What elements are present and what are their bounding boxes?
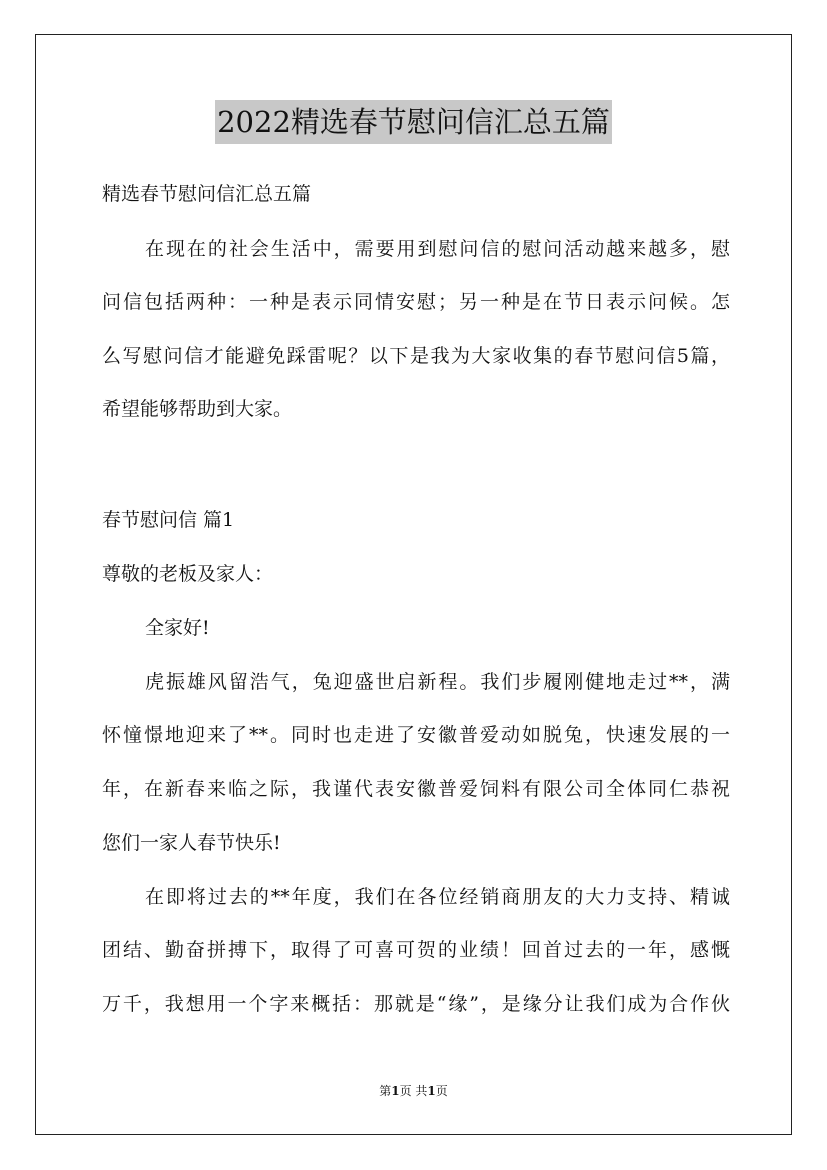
intro-line-3: 么写慰问信才能避免踩雷呢？以下是我为大家收集的春节慰问信5篇， (102, 345, 730, 367)
paragraph1-line-4: 您们一家人春节快乐! (102, 832, 281, 854)
footer-prefix: 第 (379, 1084, 392, 1098)
document-title-text: 2022精选春节慰问信汇总五篇 (215, 100, 612, 144)
section-heading: 春节慰问信 篇1 (102, 509, 235, 531)
paragraph1-line-2: 怀憧憬地迎来了**。同时也走进了安徽普爱动如脱兔，快速发展的一 (102, 724, 730, 746)
greeting: 全家好! (145, 617, 210, 639)
intro-line-2: 问信包括两种：一种是表示同情安慰；另一种是在节日表示问候。怎 (102, 291, 730, 313)
footer-suffix: 页 (435, 1084, 448, 1098)
paragraph2-line-1: 在即将过去的**年度，我们在各位经销商朋友的大力支持、精诚 (145, 886, 730, 908)
document-title (0, 100, 827, 144)
paragraph2-line-3: 万千，我想用一个字来概括：那就是“缘”，是缘分让我们成为合作伙 (102, 993, 730, 1015)
intro-line-4: 希望能够帮助到大家。 (102, 398, 293, 420)
paragraph1-line-1: 虎振雄风留浩气，兔迎盛世启新程。我们步履刚健地走过**，满 (145, 671, 730, 693)
footer-total-pages: 1 (427, 1084, 436, 1098)
footer-page-number: 1 (391, 1084, 400, 1098)
page-footer (0, 1083, 827, 1099)
footer-mid: 页 共 (399, 1084, 428, 1098)
paragraph1-line-3: 年，在新春来临之际，我谨代表安徽普爱饲料有限公司全体同仁恭祝 (102, 778, 730, 800)
salutation: 尊敬的老板及家人： (102, 563, 274, 585)
intro-line-1: 在现在的社会生活中，需要用到慰问信的慰问活动越来越多，慰 (145, 238, 730, 260)
document-subtitle: 精选春节慰问信汇总五篇 (102, 183, 312, 205)
paragraph2-line-2: 团结、勤奋拼搏下，取得了可喜可贺的业绩！回首过去的一年，感慨 (102, 939, 730, 961)
